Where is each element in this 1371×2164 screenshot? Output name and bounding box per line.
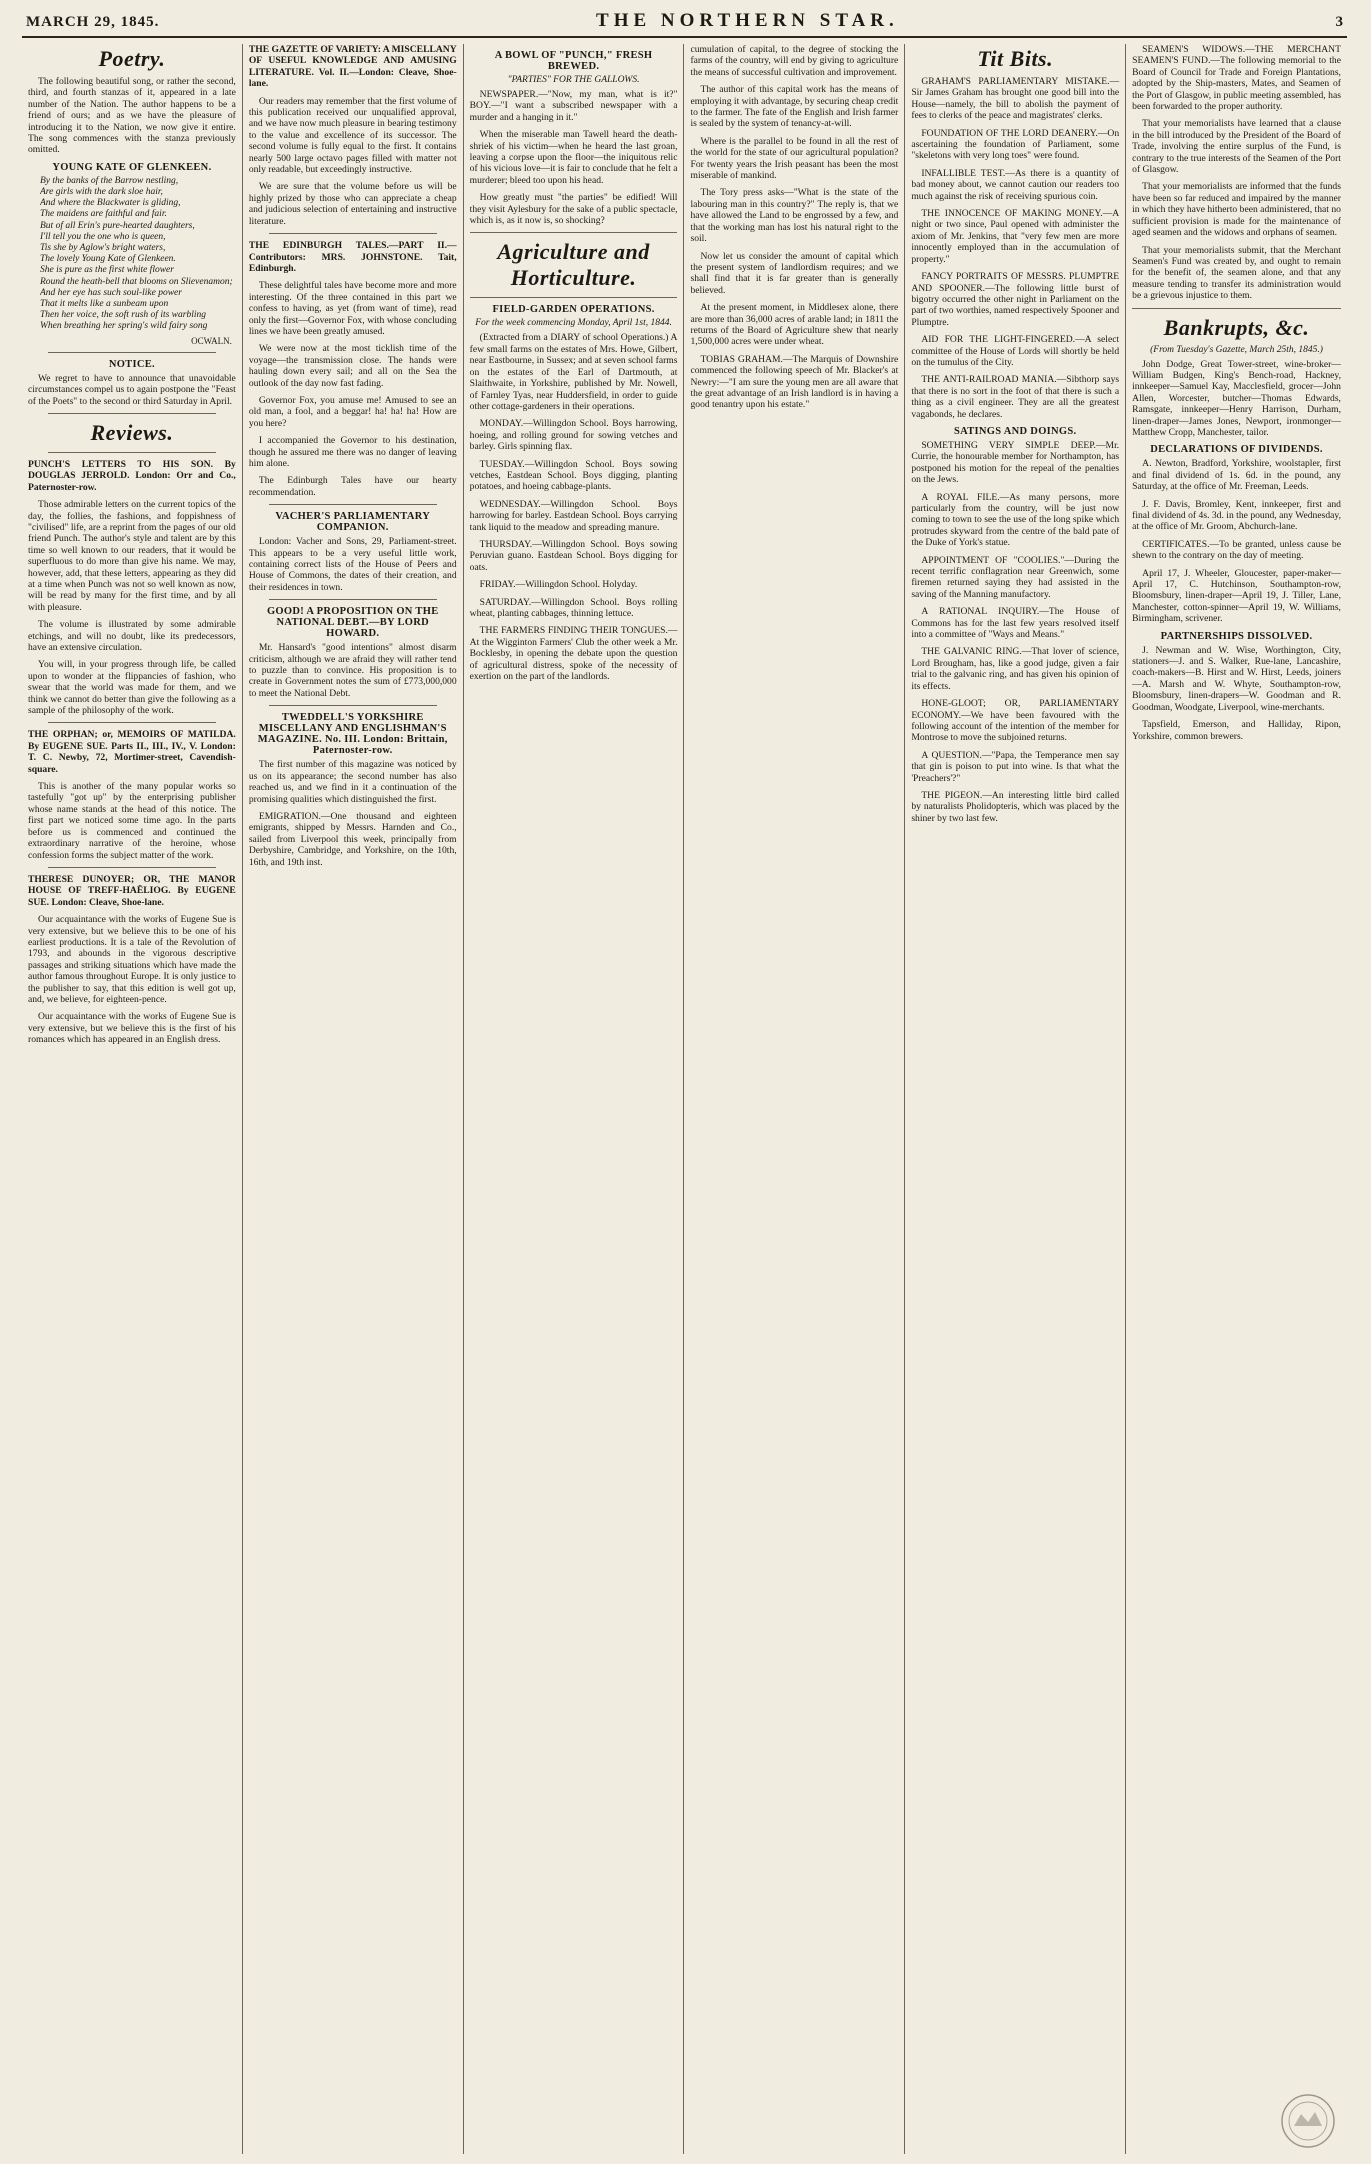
poem-line: And her eye has such soul-like power — [40, 287, 182, 298]
review-paragraph: These delightful tales have become more and more interesting. Of the three contained in this part we confess to having, as yet (from want of time), read only the first—Governor Fox, with whose concluding lines we have been greatly amused. — [248, 280, 457, 337]
tit-bit-item: FANCY PORTRAITS OF MESSRS. PLUMPTRE AND SPOONER.—The following little burst of bigotry occurred the other night in Parliament on the part of two worthies, named respectively Spooner and Plumptre. — [911, 271, 1120, 328]
poem-signature: OCWALN. — [191, 335, 232, 346]
tit-bit-item: APPOINTMENT OF "COOLIES."—During the recent terrific conflagration near Greenwich, some firemen returned saying they had assisted in the saving of the Manning manufactory. — [911, 554, 1120, 600]
column-1 — [22, 44, 243, 2154]
issue-date: MARCH 29, 1845. — [26, 14, 160, 30]
review-title: TWEDDELL'S YORKSHIRE MISCELLANY AND ENGLISHMAN'S MAGAZINE. No. III. London: Brittain, Paternoster-row. — [257, 712, 448, 757]
article-paragraph: MONDAY.—Willingdon School. Boys harrowing, hoeing, and rolling ground for sowing vetches and barley. Girls spinning flax. — [469, 418, 678, 453]
columns — [22, 44, 1347, 2154]
reviews-heading: Reviews. — [90, 419, 174, 445]
tit-bit-item: GRAHAM'S PARLIAMENTARY MISTAKE.—Sir James Graham has brought one good bill into the House—namely, the bill to abolish the payment of fees to clerks of the peace and magistrates' clerks. — [911, 76, 1120, 122]
poem-line: But of all Erin's pure-hearted daughters, — [40, 220, 195, 231]
article-paragraph: The author of this capital work has the means of employing it with advantage, by securing cheap credit to the farmer. The fate of the English and Irish farmer is sealed by the system of tenancy-at-will. — [690, 84, 899, 130]
library-stamp-icon — [1279, 2092, 1337, 2150]
article-title: A BOWL OF "PUNCH," FRESH BREWED. — [494, 50, 653, 72]
dividend-item: J. F. Davis, Bromley, Kent, innkeeper, first and final dividend of 4s. 3d. in the pound, any Wednesday, at the office of Mr. Groom, Abchurch-lane. — [1132, 498, 1341, 533]
tit-bit-item: A RATIONAL INQUIRY.—The House of Commons has for the last few years resolved itself into a committee of "Ways and Means." — [911, 606, 1120, 641]
article-paragraph: TUESDAY.—Willingdon School. Boys sowing vetches, Eastdean School. Boys digging, planting potatoes, and hoeing cabbage-plants. — [469, 458, 678, 493]
article-subtitle: "PARTIES" FOR THE GALLOWS. — [507, 75, 640, 85]
article-paragraph: SEAMEN'S WIDOWS.—THE MERCHANT SEAMEN'S FUND.—The following memorial to the Board of Council for Trade and Foreign Plantations, adopted by the Ship-masters, Mates, and Seamen of the Port of Glasgow, in public meeting assembled, has been forwarded to the proper authority. — [1132, 44, 1341, 113]
certificates-item: April 17, J. Wheeler, Gloucester, paper-maker—April 17, C. Hutchinson, Southampton-row, Bloomsbury, linen-draper—April 19, J. Tiller, Lane, Manchester, cotton-spinner—April 19, W. Williams, Birmingham, scrivener. — [1132, 567, 1341, 625]
notice-heading: NOTICE. — [108, 358, 155, 370]
divider — [470, 232, 678, 233]
tit-bit-item: INFALLIBLE TEST.—As there is a quantity of bad money about, we cannot caution our readers too much against the risk of receiving spurious coin. — [911, 167, 1120, 202]
column-4 — [684, 44, 905, 2154]
poem-line: Are girls with the dark sloe hair, — [40, 187, 163, 198]
column-3 — [464, 44, 685, 2154]
subheading: DECLARATIONS OF DIVIDENDS. — [1150, 444, 1323, 456]
review-paragraph: I accompanied the Governor to his destination, though he assured me there was no danger of leaving him alone. — [248, 435, 457, 469]
column-6 — [1126, 44, 1347, 2154]
article-paragraph: Where is the parallel to be found in all the rest of the world for the state of our agricultural population? For twenty years the Irish peasant has been the most miserable of mankind. — [690, 135, 899, 182]
article-paragraph: TOBIAS GRAHAM.—The Marquis of Downshire commenced the following speech of Mr. Blacker's at Newry:—"I am sure the young men are all aware that the great advantage of an Irish landlord is in having a good tenantry upon his estate." — [690, 353, 899, 411]
article-paragraph: The Tory press asks—"What is the state of the labouring man in this country?" The reply is, that we have allowed the Land to be engrossed by a few, and that the working man has lost his natural right to the soil. — [690, 187, 899, 245]
review-paragraph: The first number of this magazine was noticed by us on its appearance; the second number has also reached us, and we find in it a continuation of the promising qualities which distinguished the first. — [248, 759, 457, 805]
tit-bit-item: THE PIGEON.—An interesting little bird called by naturalists Pholidopteris, which was placed by the shiner by two last few. — [911, 789, 1120, 824]
agriculture-heading: Agriculture and Horticulture. — [497, 239, 650, 291]
tit-bit-item: THE INNOCENCE OF MAKING MONEY.—A night or two since, Paul opened with administer the axiom of Mr. Jenkins, that "very few men are more innocently employed than in the accumulation of property." — [911, 208, 1120, 265]
review-title: THE ORPHAN; or, MEMOIRS OF MATILDA. By EUGENE SUE. Parts II., III., IV., V. London: T. C. Newby, 72, Mortimer-street, Cavendish-square. — [28, 729, 236, 775]
divider — [1132, 308, 1341, 309]
poem-line: The lovely Young Kate of Glenkeen. — [40, 254, 176, 265]
poem-line: I'll tell you the one who is queen, — [40, 231, 166, 242]
review-paragraph: London: Vacher and Sons, 29, Parliament-street. This appears to be a very useful little work, containing correct lists of the House of Peers and House of Commons, the dates of their creation, and their residences in town. — [248, 536, 457, 593]
poetry-intro: The following beautiful song, or rather the second, third, and fourth stanzas of it, appeared in a late number of the Nation. The author happens to be a friend of ours; and as we have the pleasure of introducing it to the Nation, we now give it entire. The song commences with the stanza previously omitted. — [28, 76, 236, 156]
article-paragraph: That your memorialists have learned that a clause in the bill introduced by the President of the Board of Trade, involving the entire surplus of the Fund, is contrary to the true interests of the Seamen of the Port of Glasgow. — [1132, 118, 1341, 176]
divider — [269, 233, 437, 234]
bankrupt-list: John Dodge, Great Tower-street, wine-broker—William Budgen, King's Bench-road, Hackney, innkeeper—Samuel Kay, Macclesfield, grocer—John Allen, Worcester, butcher—Thomas Edwards, Ramsgate, innkeeper—Henry Harrison, Durham, linen-draper—James Jones, Newport, ironmonger—Matthew Cropp, Manchester, tailor. — [1132, 358, 1341, 438]
poem-line: That it melts like a sunbeam upon — [40, 299, 169, 310]
divider — [470, 297, 678, 298]
poem-line: The maidens are faithful and fair. — [40, 209, 167, 220]
review-paragraph: Governor Fox, you amuse me! Amused to see an old man, a fool, and a beggar! ha! ha! ha! How are you here? — [248, 394, 457, 429]
poem-line: By the banks of the Barrow nestling, — [40, 175, 179, 186]
divider — [48, 452, 216, 453]
article-paragraph: How greatly must "the parties" be edified! Will they visit Aylesbury for the sake of a public spectacle, which is, as it now is, so shocking? — [469, 192, 678, 227]
tit-bit-item: HONE-GLOOT; OR, PARLIAMENTARY ECONOMY.—We have been favoured with the following account of the intention of the member for Montrose to move the subjoined returns. — [911, 698, 1120, 744]
article-paragraph: At the present moment, in Middlesex alone, there are more than 36,000 acres of arable land; in 1811 the returns of the Board of Agriculture shew that nearly 1,500,000 acres were under wheat. — [690, 302, 899, 348]
partnership-item: Tapsfield, Emerson, and Halliday, Ripon, Yorkshire, common brewers. — [1132, 719, 1341, 742]
review-paragraph: Those admirable letters on the current topics of the day, the follies, the fashions, and foppishness of "civilised" life, are a reprint from the pages of our old friend Punch. The author's style and talent are by this time so well known to our readers, that it would be superfluous to do more than give his name. We may, however, add, that these letters, appearing as they did at a time when Punch was not so well known as now, will be read by many for the first time, and by all with pleasure. — [28, 499, 236, 613]
review-paragraph: Our acquaintance with the works of Eugene Sue is very extensive, but we believe this is the first of his romances which has appeared in an English dress. — [28, 1011, 236, 1046]
article-paragraph: cumulation of capital, to the degree of stocking the farms of the country, will end by giving to agriculture the means of successful cultivation and improvement. — [690, 44, 899, 78]
review-title: THE EDINBURGH TALES.—PART II.—Contributors: MRS. JOHNSTONE. Tait, Edinburgh. — [248, 240, 457, 274]
review-title: THERESE DUNOYER; OR, THE MANOR HOUSE OF TREFF-HAËLIOG. By EUGENE SUE. London: Cleave, Shoe-lane. — [28, 873, 236, 908]
review-paragraph: We were now at the most ticklish time of the voyage—the transmission close. The hands were hauling down every sail; and all on the Sea the outlook of the day now fast fading. — [248, 343, 457, 389]
article-paragraph: FRIDAY.—Willingdon School. Holyday. — [479, 579, 638, 591]
review-title: GOOD! A PROPOSITION ON THE NATIONAL DEBT.—BY LORD HOWARD. — [266, 606, 439, 640]
poem-line: When breathing her spring's wild fairy song — [40, 321, 208, 332]
article-paragraph: Now let us consider the amount of capital which the present system of landlordism requires; and we shall find that it is far greater than is generally believed. — [690, 250, 899, 296]
page-number: 3 — [1335, 14, 1343, 30]
poem-line: Round the heath-bell that blooms on Slievenamon; — [40, 276, 233, 287]
certificates-item: CERTIFICATES.—To be granted, unless cause be shewn to the contrary on the day of meeting. — [1132, 538, 1341, 562]
poem-line: She is pure as the first white flower — [40, 265, 174, 276]
tit-bit-item: A QUESTION.—"Papa, the Temperance men say that gin is poison to put into wine. Is that what the 'Preachers'?" — [911, 749, 1120, 784]
article-paragraph: NEWSPAPER.—"Now, my man, what is it?" BOY.—"I want a subscribed newspaper with a murder and a hanging in it." — [469, 89, 678, 123]
tit-bit-item: A ROYAL FILE.—As many persons, more particularly from the country, will be just now coming to town to see the use of the long spike which protrudes skyward from the centre of the bald pate of the Duke of York's statue. — [911, 491, 1120, 549]
article-paragraph: That your memorialists are informed that the funds have been so far reduced and impaired by the manner in which they have hitherto been administered, that no sufficient provision is made for the maintenance of aged seamen and the widows and orphans of seamen. — [1132, 181, 1341, 239]
notice-text: We regret to have to announce that unavoidable circumstances compel us to again postpone the "Feast of the Poets" to the second or third Saturday in April. — [28, 372, 236, 407]
article-paragraph: THURSDAY.—Willingdon School. Boys sowing Peruvian guano. Eastdean School. Boys digging for oats. — [469, 538, 678, 573]
article-paragraph: WEDNESDAY.—Willingdon School. Boys harrowing for barley. Eastdean School. Boys carrying tank liquid to the meadow and spreading manure. — [469, 498, 678, 533]
divider — [269, 599, 437, 600]
article-paragraph: That your memorialists submit, that the Merchant Seamen's Fund was created by, and ought to remain for the benefit of, the seamen alone, and that any measure tending to transfer its administration would be a grievous injustice to them. — [1132, 244, 1341, 302]
partnership-item: J. Newman and W. Wise, Worthington, City, stationers—J. and S. Walker, Rue-lane, Lancashire, coach-makers—B. Hirst and W. Hirst, Leeds, joiners—A. Marsh and W. Whyte, Southampton-row, Bloomsbury, linen-drapers—W. Goodman and R. Goodman, Woodgate, Liverpool, wine-merchants. — [1132, 644, 1341, 713]
dividend-item: A. Newton, Bradford, Yorkshire, woolstapler, first and final dividend of 1s. 6d. in the pound, any Saturday, at the office of Mr. Freeman, Leeds. — [1132, 458, 1341, 493]
subheading: PARTNERSHIPS DISSOLVED. — [1160, 630, 1313, 642]
column-5 — [905, 44, 1126, 2154]
tit-bit-item: SOMETHING VERY SIMPLE DEEP.—Mr. Currie, the honourable member for Northampton, has postponed his motion for the repeal of the penalties on the Jews. — [911, 439, 1120, 486]
poem-stanza — [40, 176, 236, 333]
poem-title: YOUNG KATE OF GLENKEEN. — [52, 161, 212, 173]
review-paragraph: Mr. Hansard's "good intentions" almost disarm criticism, although we are afraid they will rather tend to puzzle than to convince. His proposition is to create in Government notes the sum of £773,000,000 to meet the National Debt. — [248, 642, 457, 699]
divider — [48, 867, 216, 868]
article-paragraph: When the miserable man Tawell heard the death-shriek of his victim—when he heard the last groan, leaving a corpse upon the floor—the iniquitous relic of his vicious love—it is fair to conclude that he felt a murderer; bleed too upon his head. — [469, 129, 678, 186]
review-paragraph: We are sure that the volume before us will be highly prized by those who can appreciate a cheap and judicious selection of entertaining and instructive literature. — [248, 181, 457, 227]
article-subtitle: For the week commencing Monday, April 1st, 1844. — [475, 318, 672, 329]
tit-bit-item: THE ANTI-RAILROAD MANIA.—Sibthorp says that there is no sort in the foot of that there is such a thing as a civil engineer. They are all the greatest vagabonds, he declares. — [911, 374, 1120, 420]
review-paragraph: The volume is illustrated by some admirable etchings, and will no doubt, like its predecessors, have an extensive circulation. — [28, 619, 236, 653]
tit-bit-item: AID FOR THE LIGHT-FINGERED.—A select committee of the House of Lords will shortly be held on the tumulus of the City. — [911, 334, 1120, 368]
review-paragraph: Our acquaintance with the works of Eugene Sue is very extensive, but we believe this to be one of his earliest productions. It is a tale of the Revolution of 1793, and abounds in the vigorous descriptive passages and striking situations which have made the author famous throughout Europe. It is only justice to the publisher to say, that this edition is well got up, and, we believe, for eighteen-pence. — [28, 914, 236, 1005]
poetry-heading: Poetry. — [98, 46, 166, 71]
review-paragraph: This is another of the many popular works so tastefully "got up" by the enterprising publisher whose name stands at the head of this notice. The first part we noticed some time ago. In the parts before us is commenced and continued the extraordinary narrative of the heroine, whose confession forms the subject matter of the work. — [28, 781, 236, 861]
article-paragraph: (Extracted from a DIARY of school Operations.) A few small farms on the estates of Mrs. Howe, Gilbert, near Eastbourne, in Sussex; and at seven school farms on the estates of the Earl of Dartmouth, at Slaithwaite, in Yorkshire, published by Mr. Nowell, of Farnley Tyas, near Huddersfield, in order to guide other cottage-gardeners in their operations. — [469, 332, 678, 412]
paper-title: THE NORTHERN STAR. — [596, 10, 899, 31]
tit-bit-item: FOUNDATION OF THE LORD DEANERY.—On ascertaining the foundation of Parliament, some "skeletons with very long toes" were found. — [911, 127, 1120, 162]
review-paragraph: The Edinburgh Tales have our hearty recommendation. — [248, 475, 457, 498]
article-title: FIELD-GARDEN OPERATIONS. — [492, 304, 655, 316]
divider — [48, 352, 216, 353]
subheading: SATINGS AND DOINGS. — [953, 425, 1077, 437]
article-paragraph: SATURDAY.—Willingdon School. Boys rolling wheat, planting cabbages, thinning lettuce. — [469, 596, 678, 619]
review-paragraph: You will, in your progress through life, be called upon to wonder at the flippancies of fashion, who swear that the world was made for them, and we think we cannot do better than give the following as a sample of the philosophy of the work. — [28, 659, 236, 717]
tit-bits-heading: Tit Bits. — [977, 46, 1054, 71]
divider — [48, 413, 216, 414]
gazette-source: (From Tuesday's Gazette, March 25th, 1845.) — [1150, 344, 1323, 355]
review-title: PUNCH'S LETTERS TO HIS SON. By DOUGLAS JERROLD. London: Orr and Co., Paternoster-row. — [28, 458, 236, 493]
review-paragraph: EMIGRATION.—One thousand and eighteen emigrants, shipped by Messrs. Harnden and Co., sailed from Liverpool this week, principally from Derbyshire, Cambridge, and Yorkshire, on the 10th, 16th, and 19th inst. — [248, 810, 457, 868]
bankrupts-heading: Bankrupts, &c. — [1163, 314, 1310, 340]
review-title: THE GAZETTE OF VARIETY: A MISCELLANY OF USEFUL KNOWLEDGE AND AMUSING LITERATURE. Vol. II.—London: Cleave, Shoe-lane. — [248, 44, 457, 90]
divider — [269, 705, 437, 706]
masthead — [22, 10, 1347, 38]
poem-line: Then her voice, the soft rush of its warbling — [40, 310, 206, 321]
review-title: VACHER'S PARLIAMENTARY COMPANION. — [275, 511, 431, 534]
divider — [269, 504, 437, 505]
review-paragraph: Our readers may remember that the first volume of this publication received our unqualified approval, and we have now much pleasure in bearing testimony to the value and excellence of its successor. The second volume is fully equal to the first. It contains nearly 500 large octavo pages filled with matter not only readable, but exceedingly instructive. — [248, 95, 457, 176]
poem-line: Tis she by Aglow's bright waters, — [40, 243, 166, 254]
tit-bit-item: THE GALVANIC RING.—That lover of science, Lord Brougham, has, like a good judge, given a fair trial to the galvanic ring, and has given his opinion of its effects. — [911, 646, 1120, 692]
poem-line: And where the Blackwater is gliding, — [40, 198, 181, 209]
column-2 — [243, 44, 464, 2154]
divider — [48, 722, 216, 723]
article-paragraph: THE FARMERS FINDING THEIR TONGUES.—At the Wigginton Farmers' Club the other week a Mr. Bocklesby, in opening the debate upon the question of agricultural distress, spoke of the necessity of exertion on the part of the landlords. — [469, 625, 678, 683]
